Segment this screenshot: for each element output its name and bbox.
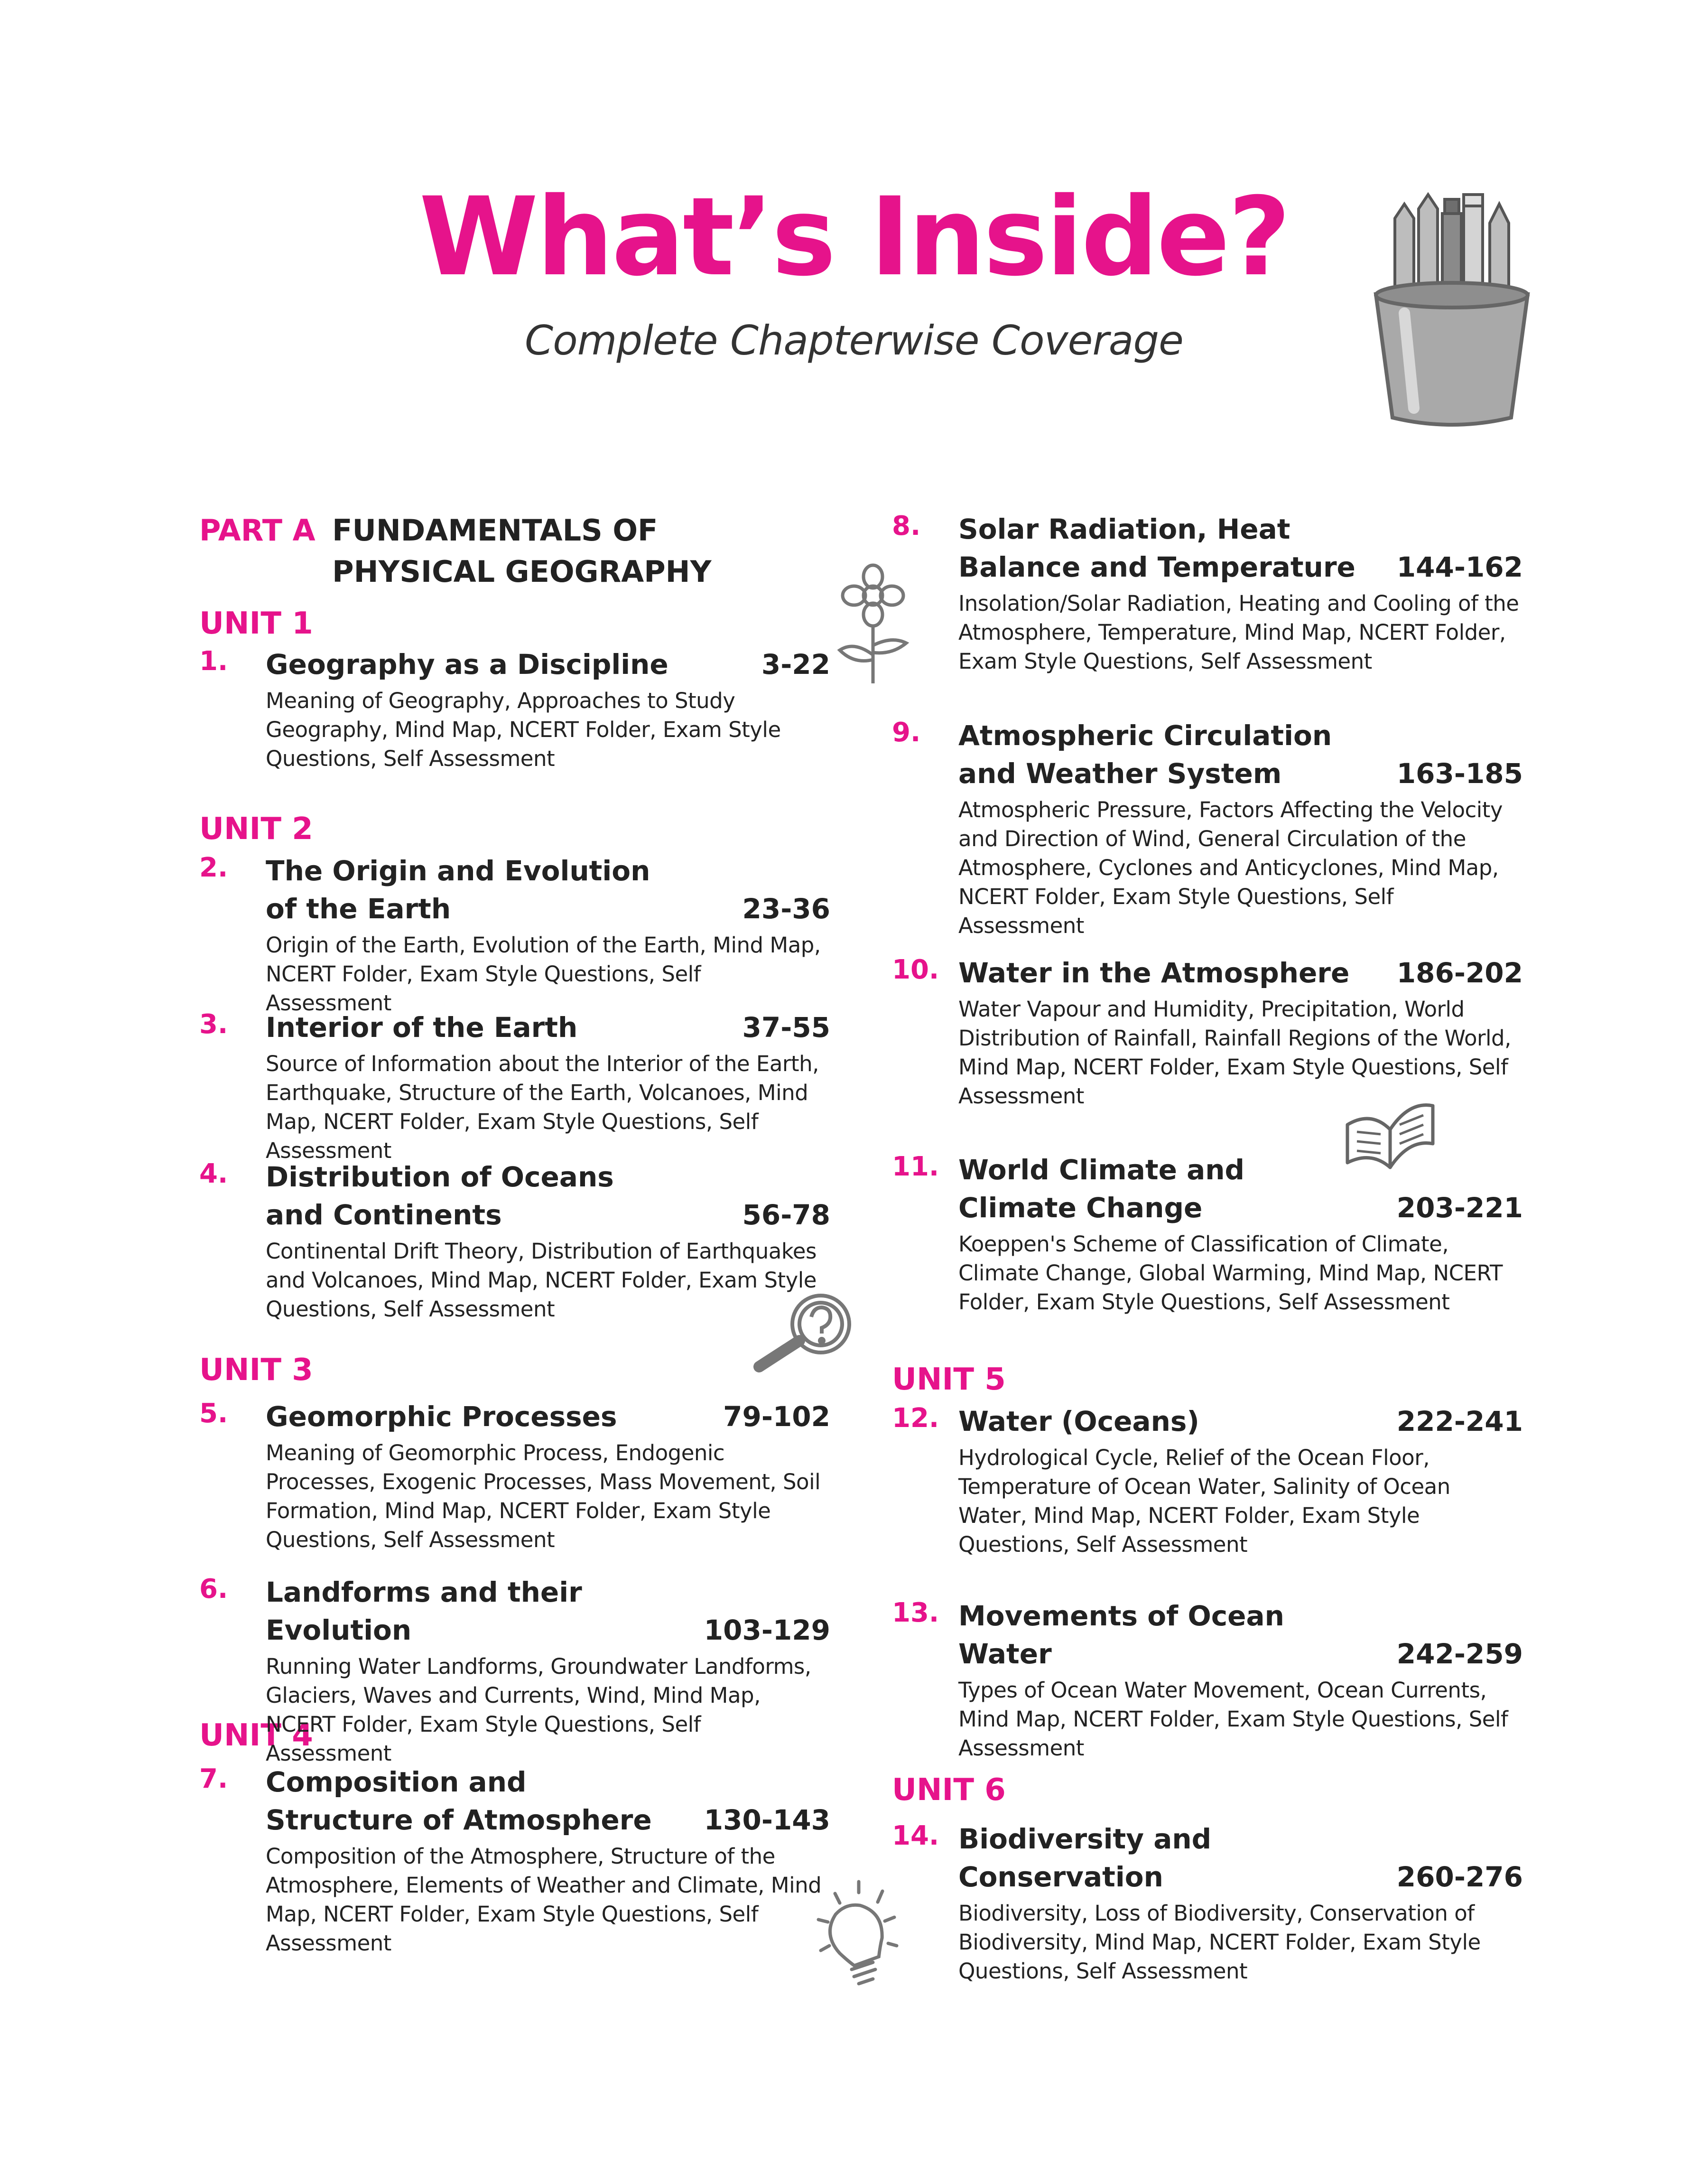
chapter-number: 9. <box>892 717 921 748</box>
chapter-pages: 37-55 <box>742 1011 830 1044</box>
chapter-pages: 3-22 <box>761 648 830 681</box>
pencil-cup-icon <box>1366 190 1537 437</box>
chapter-description: Composition of the Atmosphere, Structure of the Atmosphere, Elements of Weather and Climate, Mind Map, NCERT Folder, Exam Style Questions, Self Assessment <box>266 1844 822 1956</box>
chapter-number: 2. <box>199 852 228 883</box>
chapter-number: 8. <box>892 511 921 541</box>
chapter-pages: 79-102 <box>723 1400 830 1433</box>
chapter-title: Solar Radiation, Heat Balance and Temperature <box>958 513 1355 583</box>
unit-heading-4: UNIT 4 <box>199 1718 313 1753</box>
chapter-number: 12. <box>892 1403 939 1434</box>
chapter-description: Types of Ocean Water Movement, Ocean Currents, Mind Map, NCERT Folder, Exam Style Questions, Self Assessment <box>958 1678 1508 1761</box>
chapter-description: Hydrological Cycle, Relief of the Ocean Floor, Temperature of Ocean Water, Salinity of Ocean Water, Mind Map, NCERT Folder, Exam Style Questions, Self Assessment <box>958 1445 1450 1557</box>
chapter-title: The Origin and Evolution of the Earth <box>266 855 650 925</box>
unit-heading-3: UNIT 3 <box>199 1353 313 1388</box>
chapter-title: Water in the Atmosphere <box>958 957 1350 989</box>
chapter-pages: 186-202 <box>1396 957 1523 989</box>
unit-heading-1: UNIT 1 <box>199 606 313 641</box>
chapter-title: Composition and Structure of Atmosphere <box>266 1766 652 1836</box>
chapter-title: Interior of the Earth <box>266 1011 578 1044</box>
chapter-number: 13. <box>892 1597 939 1628</box>
chapter-number: 6. <box>199 1574 228 1605</box>
chapter-title: Geography as a Discipline <box>266 648 668 681</box>
chapter-number: 3. <box>199 1009 228 1040</box>
chapter-description: Koeppen's Scheme of Classification of Climate, Climate Change, Global Warming, Mind Map, NCERT Folder, Exam Style Questions, Self Assessment <box>958 1231 1503 1315</box>
chapter-number: 7. <box>199 1763 228 1794</box>
chapter-pages: 203-221 <box>1396 1192 1523 1224</box>
chapter-description: Biodiversity, Loss of Biodiversity, Conservation of Biodiversity, Mind Map, NCERT Folder, Exam Style Questions, Self Assessment <box>958 1901 1481 1984</box>
chapter-number: 14. <box>892 1820 939 1851</box>
chapter-number: 1. <box>199 646 228 677</box>
chapter-pages: 144-162 <box>1396 551 1523 583</box>
chapter-pages: 56-78 <box>742 1199 830 1231</box>
chapter-description: Continental Drift Theory, Distribution of Earthquakes and Volcanoes, Mind Map, NCERT Folder, Exam Style Questions, Self Assessment <box>266 1239 817 1322</box>
page-subtitle: Complete Chapterwise Coverage <box>525 317 1183 364</box>
chapter-pages: 260-276 <box>1396 1861 1523 1893</box>
chapter-description: Source of Information about the Interior of the Earth, Earthquake, Structure of the Earth, Volcanoes, Mind Map, NCERT Folder, Exam Style Questions, Self Assessment <box>266 1051 819 1163</box>
chapter-pages: 222-241 <box>1396 1405 1523 1437</box>
chapter-pages: 242-259 <box>1396 1638 1523 1670</box>
unit-heading-2: UNIT 2 <box>199 812 313 847</box>
chapter-title: Atmospheric Circulation and Weather System <box>958 719 1332 790</box>
chapter-number: 4. <box>199 1158 228 1189</box>
chapter-description: Water Vapour and Humidity, Precipitation, World Distribution of Rainfall, Rainfall Regions of the World, Mind Map, NCERT Folder, Exam Style Questions, Self Assessment <box>958 997 1511 1109</box>
chapter-title: Geomorphic Processes <box>266 1400 617 1433</box>
chapter-title: Biodiversity and Conservation <box>958 1823 1212 1893</box>
chapter-description: Meaning of Geomorphic Process, Endogenic Processes, Exogenic Processes, Mass Movement, Soil Formation, Mind Map, NCERT Folder, Exam Style Questions, Self Assessment <box>266 1440 821 1552</box>
chapter-title: Movements of Ocean Water <box>958 1600 1284 1670</box>
part-label: PART A <box>199 513 316 548</box>
chapter-pages: 163-185 <box>1396 757 1523 790</box>
chapter-title: Water (Oceans) <box>958 1405 1199 1437</box>
chapter-pages: 103-129 <box>704 1614 830 1646</box>
chapter-number: 10. <box>892 954 939 985</box>
chapter-number: 11. <box>892 1151 939 1182</box>
part-title: FUNDAMENTALS OF PHYSICAL GEOGRAPHY <box>332 513 712 589</box>
unit-heading-6: UNIT 6 <box>892 1773 1006 1808</box>
chapter-description: Running Water Landforms, Groundwater Landforms, Glaciers, Waves and Currents, Wind, Mind Map, NCERT Folder, Exam Style Questions, Self Assessment <box>266 1654 811 1766</box>
part-heading <box>199 510 854 593</box>
chapter-pages: 23-36 <box>742 893 830 925</box>
chapter-description: Atmospheric Pressure, Factors Affecting the Velocity and Direction of Wind, General Circulation of the Atmosphere, Cyclones and Anticyclones, Mind Map, NCERT Folder, Exam Style Questions, Self Assessment <box>958 797 1503 938</box>
unit-heading-5: UNIT 5 <box>892 1362 1006 1397</box>
chapter-number: 5. <box>199 1398 228 1429</box>
chapter-description: Insolation/Solar Radiation, Heating and Cooling of the Atmosphere, Temperature, Mind Map, NCERT Folder, Exam Style Questions, Self Assessment <box>958 591 1519 674</box>
chapter-pages: 130-143 <box>704 1804 830 1836</box>
page-title: What’s Inside? <box>419 174 1289 300</box>
chapter-title: Landforms and their Evolution <box>266 1576 582 1646</box>
chapter-title: World Climate and Climate Change <box>958 1154 1245 1224</box>
chapter-title: Distribution of Oceans and Continents <box>266 1161 614 1231</box>
chapter-description: Meaning of Geography, Approaches to Study Geography, Mind Map, NCERT Folder, Exam Style Questions, Self Assessment <box>266 688 781 771</box>
chapter-description: Origin of the Earth, Evolution of the Earth, Mind Map, NCERT Folder, Exam Style Questions, Self Assessment <box>266 933 821 1016</box>
